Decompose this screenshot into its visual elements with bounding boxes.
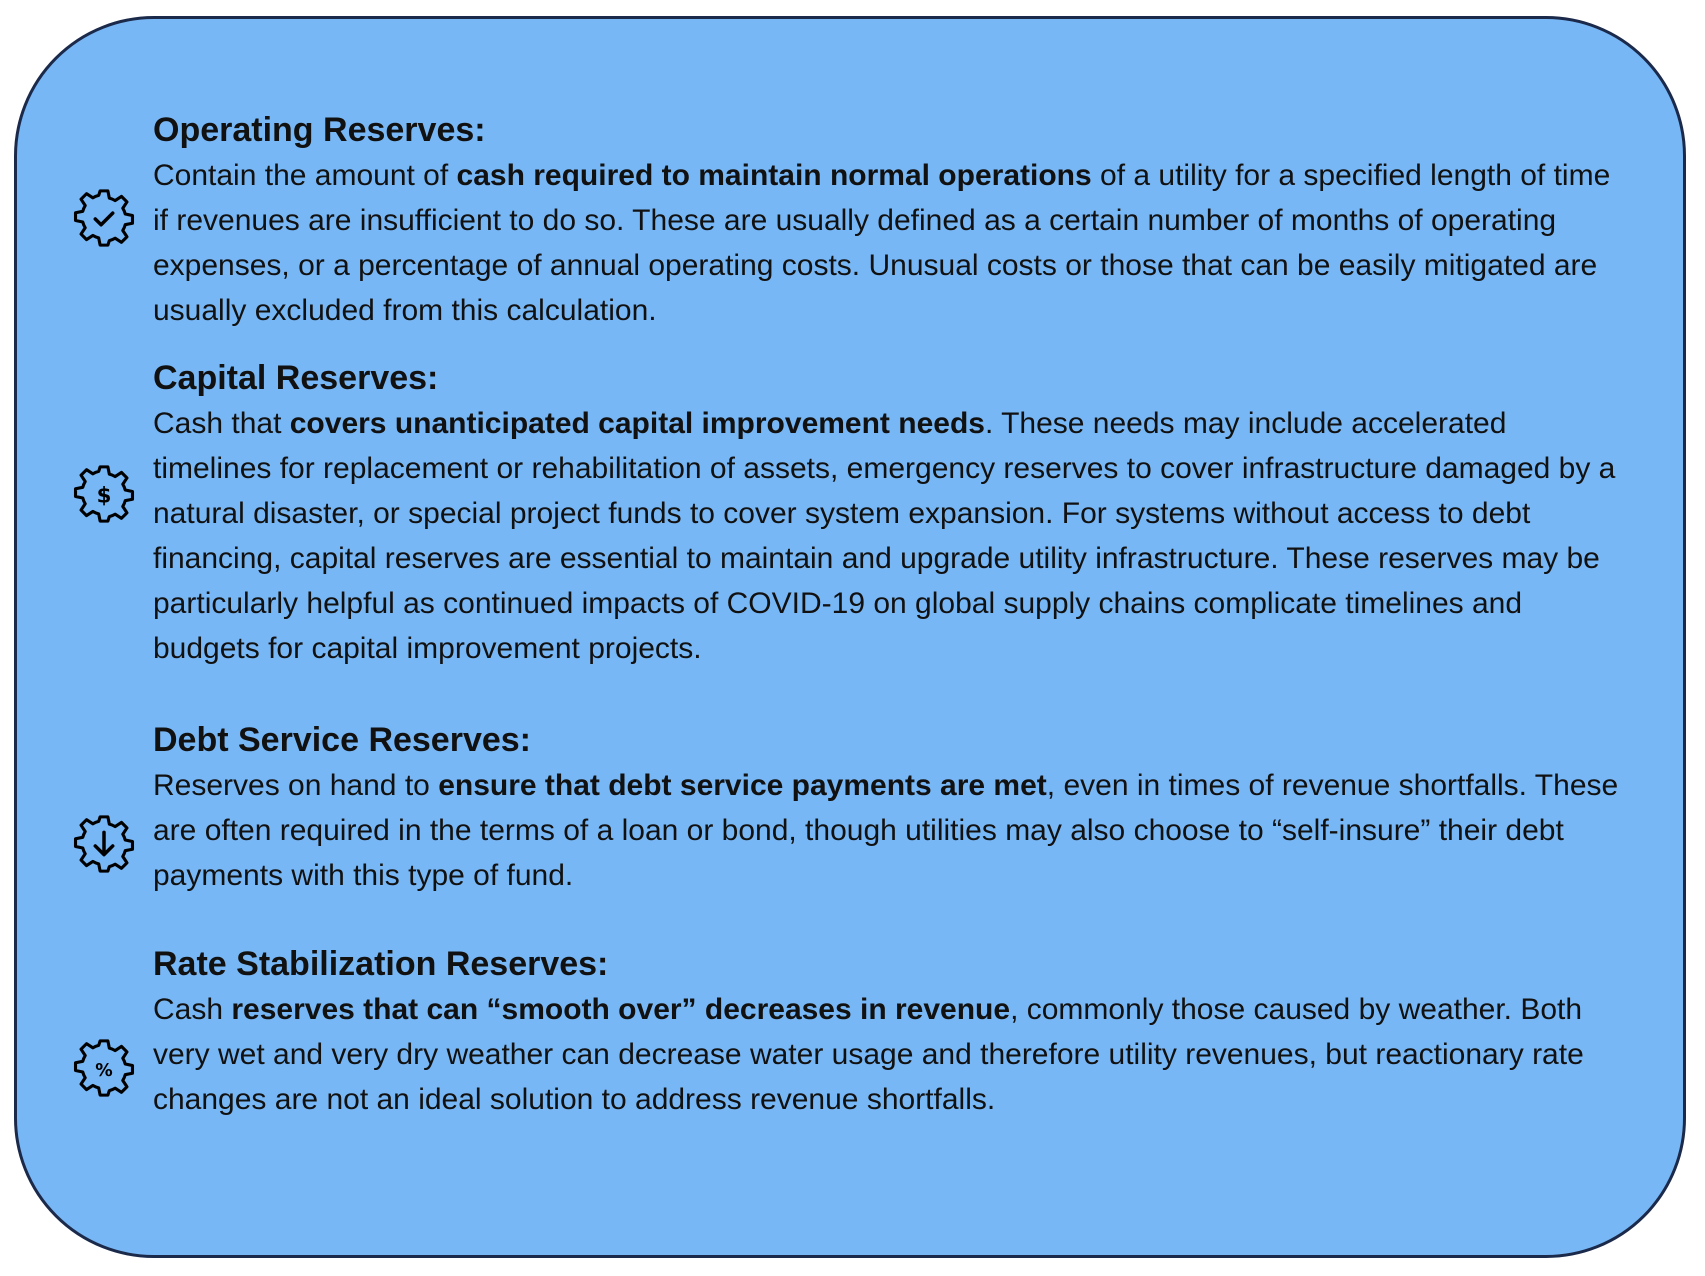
body-bold-text: cash required to maintain normal operations (456, 159, 1092, 192)
section-heading: Rate Stabilization Reserves: (153, 945, 609, 983)
svg-text:%: % (95, 1060, 113, 1081)
section-content (153, 941, 1623, 1122)
gear-arrow-down-icon (73, 813, 135, 875)
section-body (153, 401, 1623, 671)
gear-percent-icon (73, 1037, 135, 1099)
body-bold-text: reserves that can “smooth over” decreases in revenue (231, 993, 1011, 1026)
body-text: , even in times of revenue shortfalls. These are often required in the terms of a loan or bond, though utilities may also choose to “self-insure” their debt payments with this type of fund. (153, 769, 1619, 892)
body-text: . These needs may include accelerated timelines for replacement or rehabilitation of assets, emergency reserves to cover infrastructure damaged by a natural disaster, or special project funds to cover system expansion. For systems without access to debt financing, capital reserves are essential to maintain and upgrade utility infrastructure. These reserves may be particularly helpful as continued impacts of COVID-19 on global supply chains complicate timelines and budgets for capital improvement projects. (153, 407, 1616, 665)
section-heading: Debt Service Reserves: (153, 721, 532, 759)
svg-text:$: $ (96, 483, 112, 509)
body-text: Contain the amount of (153, 159, 457, 192)
gear-dollar-icon (73, 463, 135, 525)
body-bold-text: ensure that debt service payments are met (438, 769, 1047, 802)
section-content (153, 717, 1623, 898)
body-text: of a utility for a specified length of time if revenues are insufficient to do so. These are usually defined as a certain number of months of operating expenses, or a percentage of annual operating costs. Unusual costs or those that can be easily mitigated are usually excluded from this calculation. (153, 159, 1611, 327)
section-content (153, 107, 1623, 333)
reserves-info-card (14, 16, 1686, 1258)
body-text: , commonly those caused by weather. Both very wet and very dry weather can decrease water usage and therefore utility revenues, but reactionary rate changes are not an ideal solution to address revenue shortfalls. (153, 993, 1584, 1116)
section-heading: Capital Reserves: (153, 359, 439, 397)
gear-check-icon (73, 187, 135, 249)
section-body (153, 987, 1623, 1122)
section-content (153, 355, 1623, 671)
section-heading: Operating Reserves: (153, 111, 486, 149)
body-text: Cash that (153, 407, 290, 440)
body-text: Reserves on hand to (153, 769, 439, 802)
section-body (153, 763, 1623, 898)
body-bold-text: covers unanticipated capital improvement needs (289, 407, 985, 440)
body-text: Cash (153, 993, 232, 1026)
section-body (153, 153, 1623, 333)
